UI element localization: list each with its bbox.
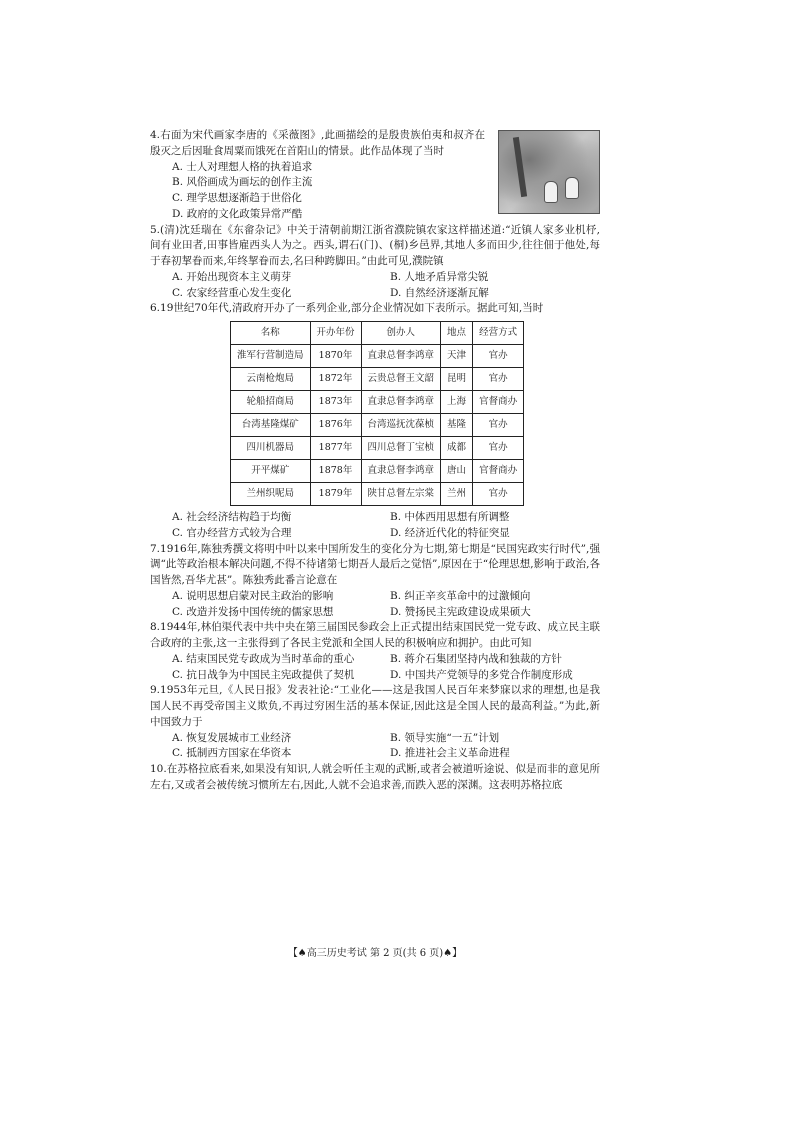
page-footer: 【♠高三历史考试 第 2 页(共 6 页)♠】 [287,948,463,959]
options [172,270,600,302]
table-row [231,391,524,414]
question-stem: 10.在苏格拉底看来,如果没有知识,人就会听任主观的武断,或者会被道听途说、似是而非的意见所左右,又或者会被传统习惯所左右,因此,人就不会追求善,而跌入恶的深渊。这表明苏格拉底 [150,763,600,791]
option-b: B. 风俗画成为画坛的创作主流 [172,176,313,189]
options [172,652,600,684]
question-stem: 6.19世纪70年代,清政府开办了一系列企业,部分企业情况如下表所示。据此可知,当时 [150,302,544,315]
option-d: D. 经济近代化的特征突显 [390,526,510,539]
table-cell: 1877年 [310,437,361,460]
question-stem: 9.1953年元旦,《人民日报》发表社论:“工业化——这是我国人民百年来梦寐以求的理想,也是我国人民不再受帝国主义欺负,不再过穷困生活的基本保证,因此这是全国人民的最高利益。”为此,新中国致力于 [150,684,600,728]
table-cell: 上海 [441,391,473,414]
option-a: A. 社会经济结构趋于均衡 [172,511,292,523]
table-cell: 基隆 [441,414,473,437]
table-cell: 兰州 [441,483,473,506]
enterprise-table [230,321,524,506]
option-c: C. 抵制西方国家在华资本 [172,747,292,760]
painting-figure [544,181,558,203]
option-d: D. 中国共产党领导的多党合作制度形成 [390,668,573,681]
question-stem: 7.1916年,陈独秀撰文将明中叶以来中国所发生的变化分为七期,第七期是“民国宪政实行时代”,强调“此等政治根本解决问题,不得不待诸第七期吾人最后之觉悟”,原因在于“伦理思想,影响于政治,各国皆然,吾华尤甚”。陈独秀此番言论意在 [150,542,600,586]
options [172,510,600,542]
table-cell: 直隶总督李鸿章 [361,391,441,414]
table-cell: 1878年 [310,460,361,483]
table-cell: 四川总督丁宝桢 [361,437,441,460]
table-cell: 官督商办 [473,391,524,414]
option-a: A. 恢复发展城市工业经济 [172,731,292,744]
question-stem: 8.1944年,林伯渠代表中共中央在第三届国民参政会上正式提出结束国民党一党专政、成立民主联合政府的主张,这一主张得到了各民主党派和全国人民的积极响应和拥护。由此可知 [150,621,600,649]
question-8 [150,620,600,683]
option-a: A. 士人对理想人格的执着追求 [172,160,313,173]
question-4 [150,128,600,223]
table-cell: 开平煤矿 [231,460,311,483]
table-row [231,368,524,391]
options [172,589,600,621]
option-c: C. 抗日战争为中国民主宪政提供了契机 [172,668,355,681]
painting-tree [513,137,527,197]
table-cell: 陕甘总督左宗棠 [361,483,441,506]
table-cell: 1879年 [310,483,361,506]
table-cell: 淮军行营制造局 [231,345,311,368]
table-row [231,345,524,368]
table-cell: 兰州织呢局 [231,483,311,506]
question-9 [150,683,600,762]
table-cell: 天津 [441,345,473,368]
table-cell: 1876年 [310,414,361,437]
option-a: A. 结束国民党专政成为当时革命的重心 [172,652,355,665]
table-header-row [231,322,524,345]
question-stem: 4.右面为宋代画家李唐的《采薇图》,此画描绘的是殷贵族伯夷和叔齐在殷灭之后因耻食周粟而饿死在首阳山的情景。此作品体现了当时 [150,129,485,157]
table-cell: 台湾基隆煤矿 [231,414,311,437]
painting-figure [565,177,579,199]
table-cell: 轮船招商局 [231,391,311,414]
table-header: 创办人 [361,322,441,345]
option-b: B. 领导实施“一五”计划 [390,731,500,744]
table-cell: 云贵总督王文韶 [361,368,441,391]
table-cell: 官办 [473,414,524,437]
option-c: C. 农家经营重心发生变化 [172,286,292,299]
question-6 [150,301,600,541]
table-row [231,483,524,506]
table-cell: 直隶总督李鸿章 [361,345,441,368]
table-cell: 1873年 [310,391,361,414]
option-c: C. 理学思想逐渐趋于世俗化 [172,192,302,204]
options [172,160,485,223]
table-cell: 四川机器局 [231,437,311,460]
option-d: D. 推进社会主义革命进程 [390,747,510,760]
option-b: B. 纠正辛亥革命中的过激倾向 [390,589,531,602]
option-d: D. 自然经济逐渐瓦解 [390,286,489,299]
option-a: A. 开始出现资本主义萌芽 [172,270,292,283]
painting-image [498,130,600,214]
option-c: C. 改造并发扬中国传统的儒家思想 [172,605,334,618]
exam-page [150,128,600,959]
table-cell: 成都 [441,437,473,460]
question-5 [150,223,600,302]
table-cell: 台湾巡抚沈葆桢 [361,414,441,437]
option-d: D. 政府的文化政策异常严酷 [172,207,303,220]
option-a: A. 说明思想启蒙对民主政治的影响 [172,589,334,602]
question-7 [150,542,600,621]
options [172,731,600,763]
option-d: D. 赞扬民主宪政建设成果硕大 [390,605,531,618]
table-cell: 官办 [473,368,524,391]
table-cell: 1870年 [310,345,361,368]
table-cell: 1872年 [310,368,361,391]
question-10 [150,762,600,794]
table-cell: 唐山 [441,460,473,483]
table-cell: 直隶总督李鸿章 [361,460,441,483]
question-stem: 5.(清)沈廷瑞在《东畲杂记》中关于清朝前期江浙省濮院镇农家这样描述道:“近镇人家多业机杼,间有业田者,田事皆雇西头人为之。西头,谓石(门)、(桐)乡邑界,其地人多而田少,往往佃于他处,每于春初挈眷而来,年终挈眷而去,名曰种跨脚田。”由此可见,濮院镇 [150,223,600,267]
option-b: B. 蒋介石集团坚持内战和独裁的方针 [390,652,562,665]
table-row [231,460,524,483]
table-cell: 官办 [473,345,524,368]
option-b: B. 人地矛盾异常尖锐 [390,270,489,283]
table-cell: 官办 [473,483,524,506]
table-cell: 昆明 [441,368,473,391]
table-row [231,414,524,437]
option-c: C. 官办经营方式较为合理 [172,526,292,539]
option-b: B. 中体西用思想有所调整 [390,511,510,523]
table-header: 名称 [231,322,311,345]
table-row [231,437,524,460]
table-header: 地点 [441,322,473,345]
table-cell: 云南枪炮局 [231,368,311,391]
table-header: 经营方式 [473,322,524,345]
table-cell: 官办 [473,437,524,460]
table-cell: 官督商办 [473,460,524,483]
table-header: 开办年份 [310,322,361,345]
